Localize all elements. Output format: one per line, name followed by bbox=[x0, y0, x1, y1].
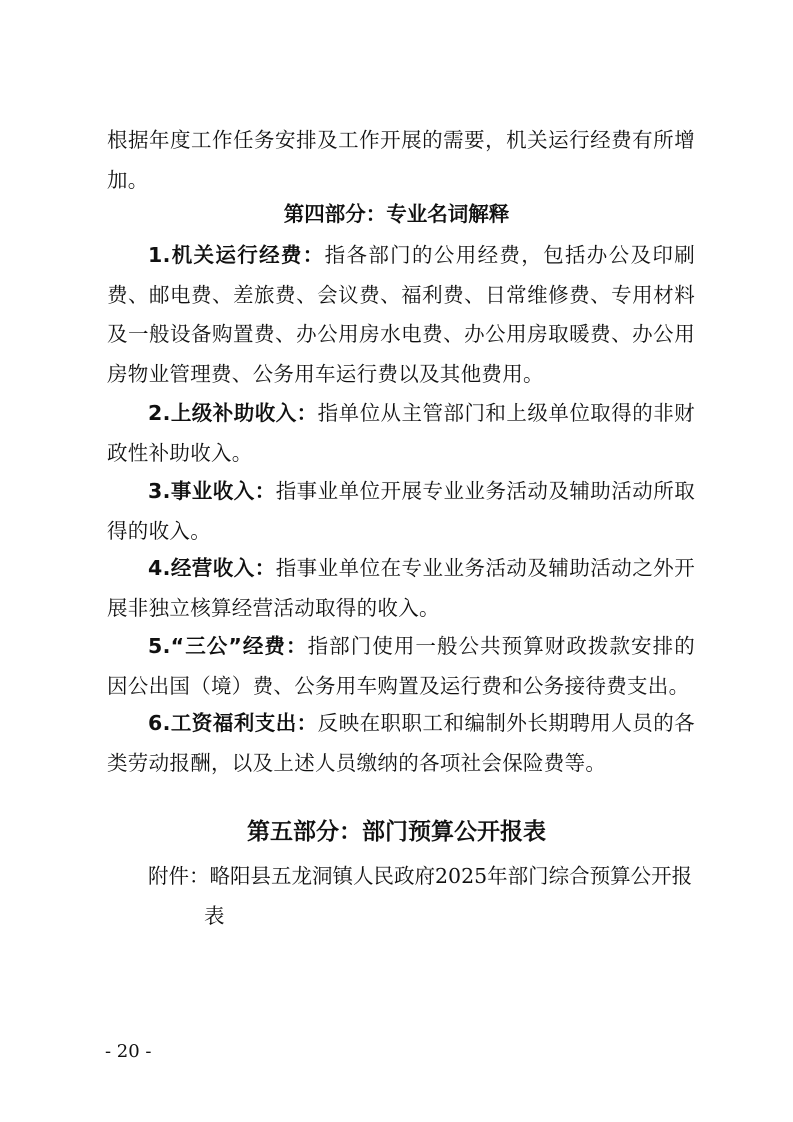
definition-text: 指各部门的公用经费，包括办公及印刷费、邮电费、差旅费、会议费、福利费、日常维修费、专用材料及一般设备购置费、办公用房水电费、办公用房取暖费、办公用房物业管理费、公务用车运行费以及其他费用。 bbox=[107, 243, 695, 386]
section5-title: 第五部分：部门预算公开报表 bbox=[247, 819, 546, 845]
definition-term: 6.工资福利支出： bbox=[148, 711, 318, 735]
definition-term: 3.事业收入： bbox=[148, 479, 276, 503]
definition-text: 指事业单位在专业业务活动及辅助活动之外开展非独立核算经营活动取得的收入。 bbox=[107, 556, 696, 620]
attachment-line: 附件：略阳县五龙洞镇人民政府2025年部门综合预算公开报 bbox=[148, 864, 693, 888]
definition-text: 反映在职职工和编制外长期聘用人员的各类劳动报酬，以及上述人员缴纳的各项社会保险费等。 bbox=[107, 711, 695, 775]
attachment-note bbox=[148, 856, 696, 936]
definition-term: 4.经营收入： bbox=[148, 556, 276, 580]
definition-item-3 bbox=[107, 472, 695, 551]
definition-item-6 bbox=[107, 704, 695, 783]
definition-term: 5.“三公”经费： bbox=[148, 634, 308, 658]
definition-term: 1.机关运行经费： bbox=[148, 243, 325, 267]
definition-text: 指单位从主管部门和上级单位取得的非财政性补助收入。 bbox=[107, 401, 695, 465]
definition-item-1 bbox=[107, 236, 695, 394]
definition-item-4 bbox=[107, 549, 695, 628]
attachment-line-continued: 表 bbox=[204, 904, 225, 928]
definition-text: 指事业单位开展专业业务活动及辅助活动所取得的收入。 bbox=[107, 479, 696, 543]
section4-title: 第四部分：专业名词解释 bbox=[283, 202, 510, 226]
page-number: - 20 - bbox=[105, 1041, 152, 1062]
definition-item-5 bbox=[107, 627, 695, 706]
definition-text: 指部门使用一般公共预算财政拨款安排的因公出国（境）费、公务用车购置及运行费和公务接待费支出。 bbox=[107, 634, 695, 698]
definition-term: 2.上级补助收入： bbox=[148, 401, 318, 425]
definition-item-2 bbox=[107, 394, 695, 473]
intro-paragraph: 根据年度工作任务安排及工作开展的需要，机关运行经费有所增加。 bbox=[107, 128, 695, 192]
